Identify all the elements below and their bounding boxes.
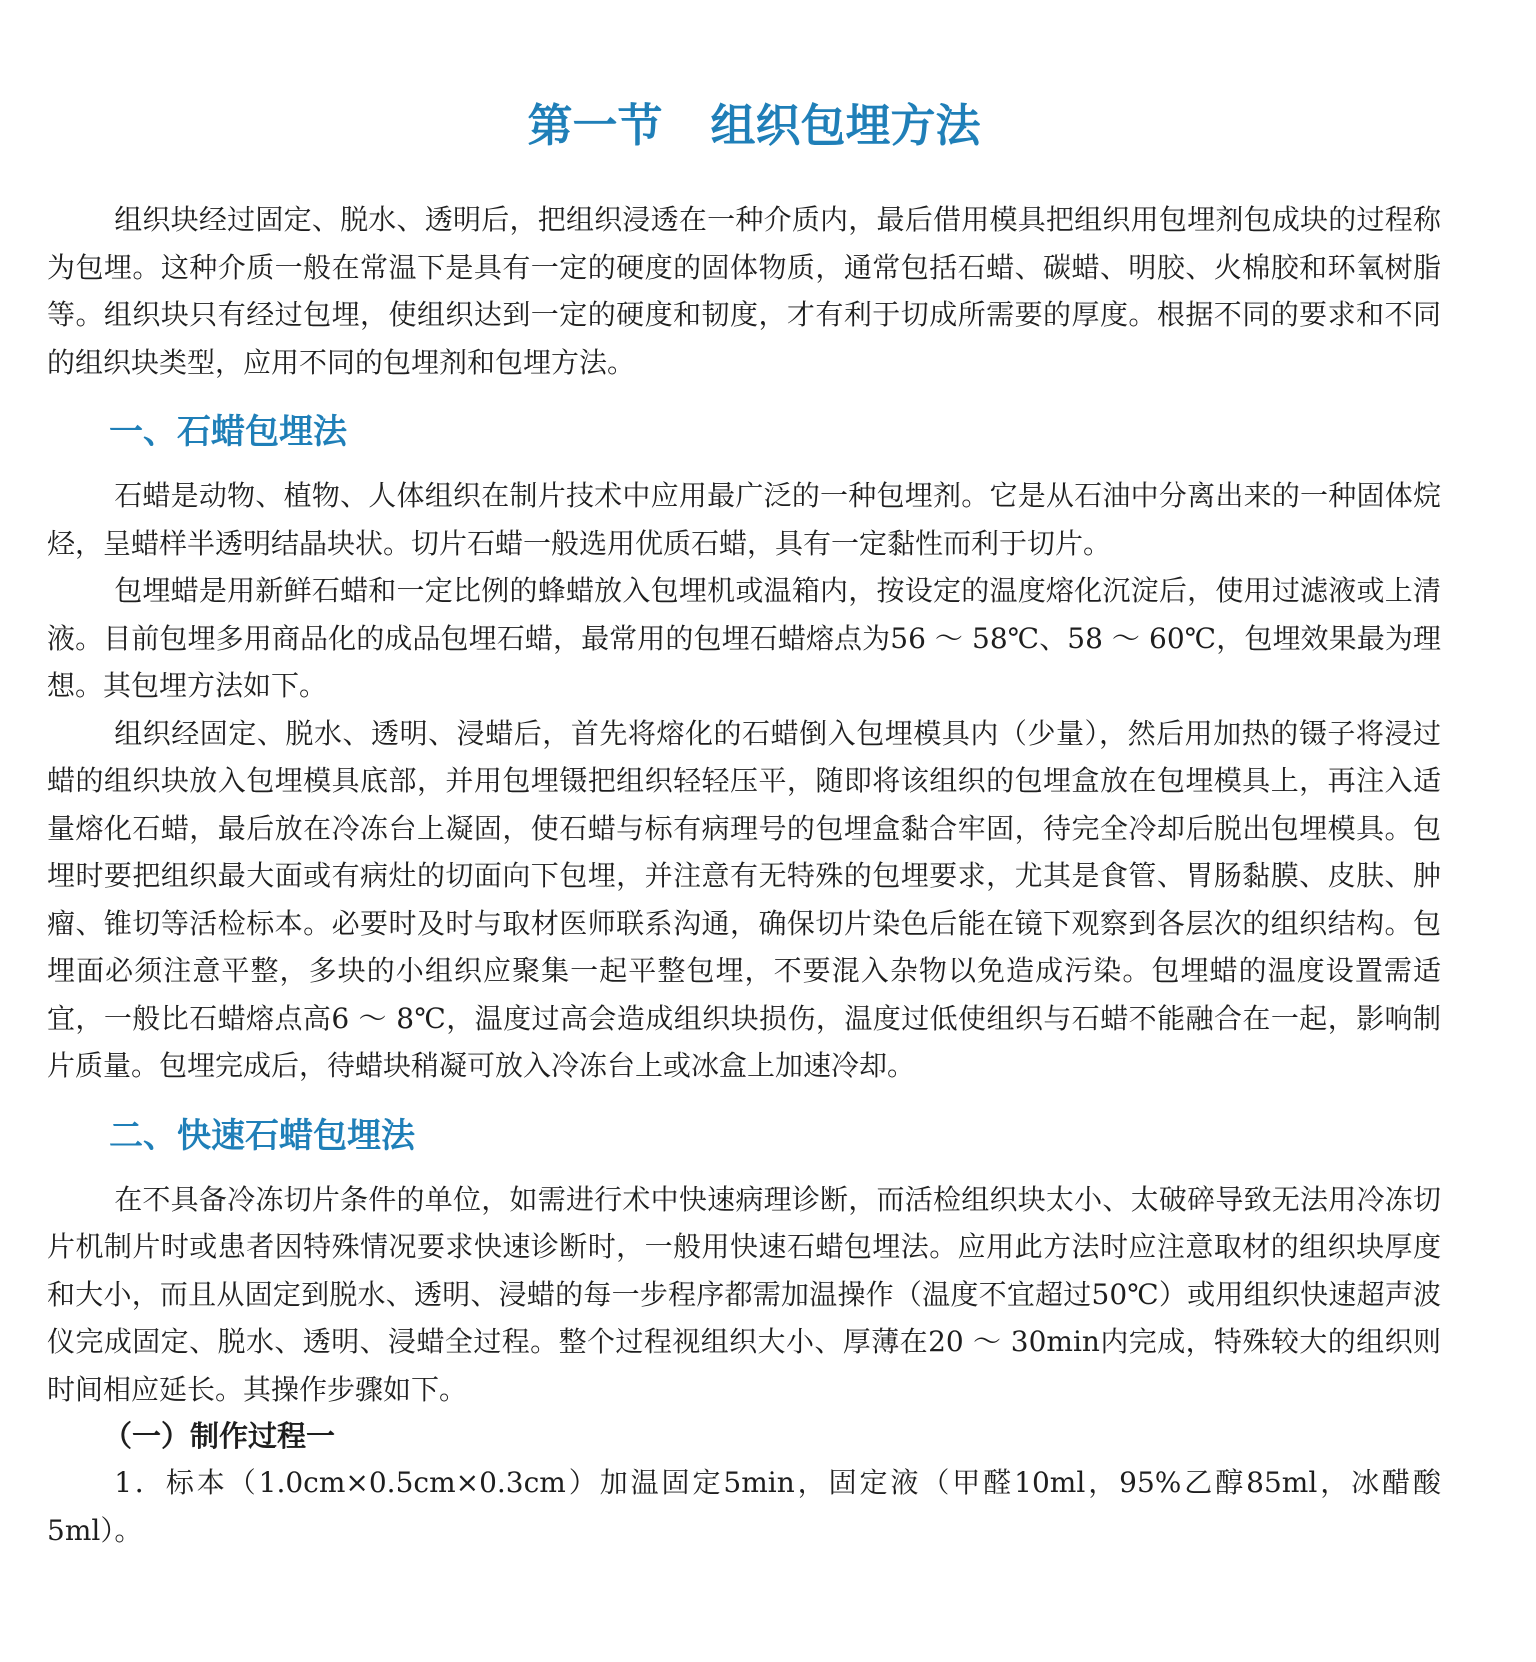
step-1: 1．标本（1.0cm×0.5cm×0.3cm）加温固定5min，固定液（甲醛10ml，95%乙醇85ml，冰醋酸5ml）。 <box>47 1466 1441 1547</box>
subheading-process-one: （一）制作过程一 <box>103 1419 336 1453</box>
chapter-number: 第一节 <box>527 99 663 152</box>
paragraph-paraffin-2: 包埋蜡是用新鲜石蜡和一定比例的蜂蜡放入包埋机或温箱内，按设定的温度熔化沉淀后，使用过滤液或上清液。目前包埋多用商品化的成品包埋石蜡，最常用的包埋石蜡熔点为56 ～ 58℃、58 ～ 60℃，包埋效果最为理想。其包埋方法如下。 <box>47 574 1441 702</box>
paragraph-paraffin-3: 组织经固定、脱水、透明、浸蜡后，首先将熔化的石蜡倒入包埋模具内（少量），然后用加热的镊子将浸过蜡的组织块放入包埋模具底部，并用包埋镊把组织轻轻压平，随即将该组织的包埋盒放在包埋模具上，再注入适量熔化石蜡，最后放在冷冻台上凝固，使石蜡与标有病理号的包埋盒黏合牢固，待完全冷却后脱出包埋模具。包埋时要把组织最大面或有病灶的切面向下包埋，并注意有无特殊的包埋要求，尤其是食管、胃肠黏膜、皮肤、肿瘤、锥切等活检标本。必要时及时与取材医师联系沟通，确保切片染色后能在镜下观察到各层次的组织结构。包埋面必须注意平整，多块的小组织应聚集一起平整包埋，不要混入杂物以免造成污染。包埋蜡的温度设置需适宜，一般比石蜡熔点高6 ～ 8℃，温度过高会造成组织块损伤，温度过低使组织与石蜡不能融合在一起，影响制片质量。包埋完成后，待蜡块稍凝可放入冷冻台上或冰盒上加速冷却。 <box>47 716 1441 1082</box>
paragraph-paraffin-1: 石蜡是动物、植物、人体组织在制片技术中应用最广泛的一种包埋剂。它是从石油中分离出来的一种固体烷烃，呈蜡样半透明结晶块状。切片石蜡一般选用优质石蜡，具有一定黏性而利于切片。 <box>47 479 1441 560</box>
chapter-name: 组织包埋方法 <box>710 99 981 152</box>
chapter-title <box>47 92 1441 160</box>
intro-paragraph: 组织块经过固定、脱水、透明后，把组织浸透在一种介质内，最后借用模具把组织用包埋剂包成块的过程称为包埋。这种介质一般在常温下是具有一定的硬度的固体物质，通常包括石蜡、碳蜡、明胶、火棉胶和环氧树脂等。组织块只有经过包埋，使组织达到一定的硬度和韧度，才有利于切成所需要的厚度。根据不同的要求和不同的组织块类型，应用不同的包埋剂和包埋方法。 <box>47 203 1441 379</box>
section-heading-rapid-paraffin: 二、快速石蜡包埋法 <box>109 1115 415 1156</box>
paragraph-rapid-paraffin: 在不具备冷冻切片条件的单位，如需进行术中快速病理诊断，而活检组织块太小、太破碎导致无法用冷冻切片机制片时或患者因特殊情况要求快速诊断时，一般用快速石蜡包埋法。应用此方法时应注意取材的组织块厚度和大小，而且从固定到脱水、透明、浸蜡的每一步程序都需加温操作（温度不宜超过50℃）或用组织快速超声波仪完成固定、脱水、透明、浸蜡全过程。整个过程视组织大小、厚薄在20 ～ 30min内完成，特殊较大的组织则时间相应延长。其操作步骤如下。 <box>47 1182 1441 1406</box>
section-heading-paraffin: 一、石蜡包埋法 <box>109 412 347 452</box>
